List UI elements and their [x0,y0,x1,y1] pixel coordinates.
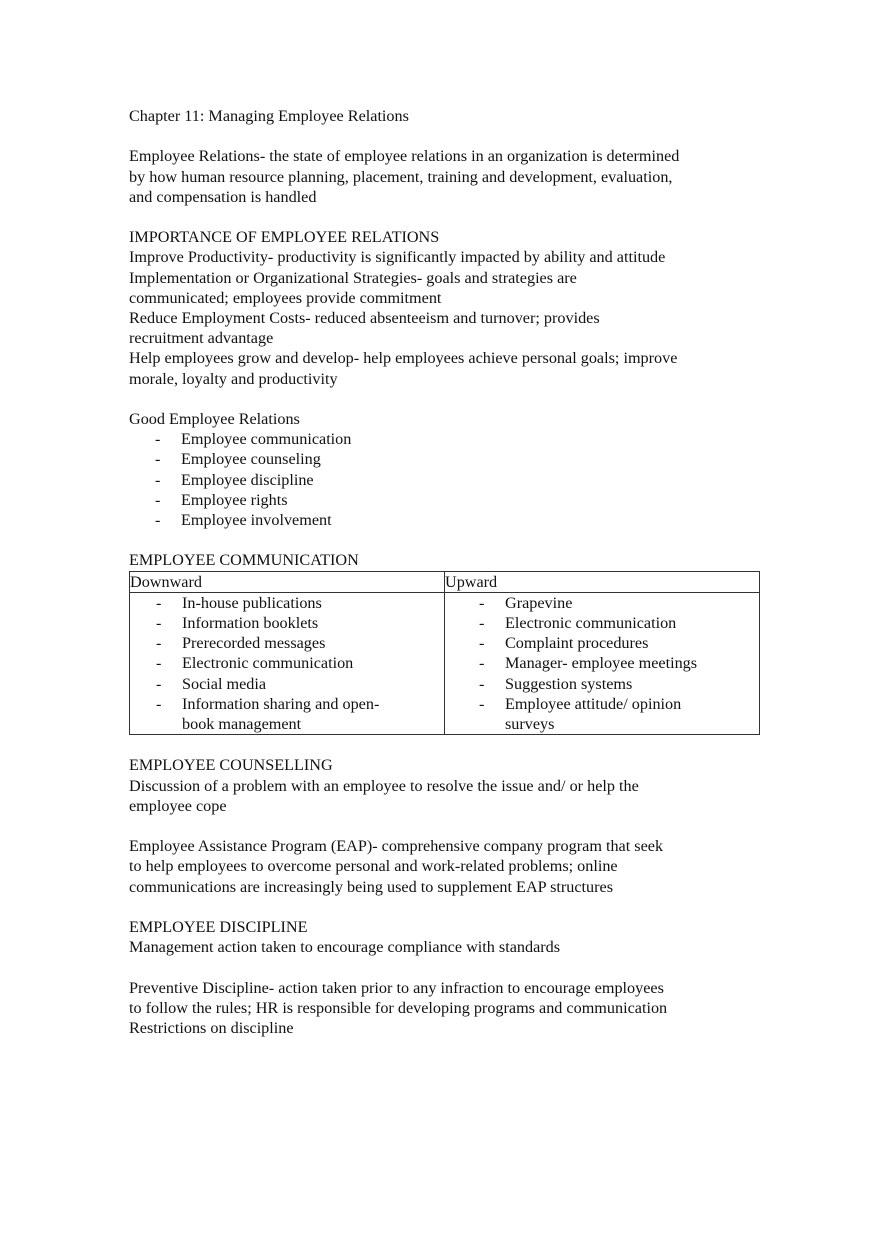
importance-line: Help employees grow and develop- help employees achieve personal goals; improve [129,349,678,368]
preventive-line: to follow the rules; HR is responsible for developing programs and communication [129,998,668,1017]
list-item [129,510,769,530]
counselling-section [129,755,769,896]
list-item-text: Employee rights [181,490,288,509]
importance-line: recruitment advantage [129,329,274,348]
list-item [130,593,444,613]
list-item-text: Employee counseling [181,450,321,469]
preventive-line: Restrictions on discipline [129,1019,294,1038]
list-item-text: Employee involvement [181,511,332,530]
intro-line: and compensation is handled [129,187,317,206]
list-item-text: surveys [505,715,555,734]
dash-bullet: - [155,450,161,469]
list-item [129,490,769,510]
good-relations-heading: Good Employee Relations [129,410,300,428]
document-page [129,106,769,1038]
intro-paragraph [129,146,769,207]
list-item-text: Suggestion systems [505,674,633,693]
dash-bullet: - [479,674,485,693]
list-item [445,653,759,673]
list-item [130,694,444,714]
list-item-text: Electronic communication [182,654,354,673]
spacer [129,126,769,146]
list-item [445,694,759,714]
eap-line: communications are increasingly being used to supplement EAP structures [129,877,614,896]
list-item-text: Prerecorded messages [182,634,326,653]
table-row [130,592,760,734]
list-item [445,613,759,633]
importance-line: Implementation or Organizational Strategies- goals and strategies are [129,268,577,287]
spacer [129,735,769,755]
list-item-text: Manager- employee meetings [505,654,698,673]
list-item [445,674,759,694]
intro-line: by how human resource planning, placement, training and development, evaluation, [129,167,673,186]
list-item-text: book management [182,715,302,734]
dash-bullet: - [479,654,485,673]
upward-cell [445,592,760,734]
list-item-text: Employee attitude/ opinion [505,694,682,713]
downward-list [130,593,444,734]
list-item-continuation [445,714,759,734]
discipline-section [129,917,769,1038]
upward-list [445,593,759,734]
dash-bullet: - [156,634,162,653]
list-item [130,653,444,673]
downward-header: Downward [130,571,445,592]
list-item [129,449,769,469]
list-item-text: Information sharing and open- [182,694,380,713]
dash-bullet: - [479,694,485,713]
spacer [129,897,769,917]
importance-heading: IMPORTANCE OF EMPLOYEE RELATIONS [129,228,440,247]
dash-bullet: - [155,490,161,509]
discipline-line: Management action taken to encourage compliance with standards [129,938,561,957]
eap-line: Employee Assistance Program (EAP)- comprehensive company program that seek [129,837,664,856]
good-relations-list [129,429,769,530]
intro-line: Employee Relations- the state of employee relations in an organization is determined [129,147,680,166]
list-item-text: Grapevine [505,593,573,612]
spacer [129,957,769,977]
list-item [445,593,759,613]
list-item [445,633,759,653]
downward-cell [130,592,445,734]
dash-bullet: - [156,593,162,612]
list-item-text: In-house publications [182,593,322,612]
importance-section [129,227,769,389]
counselling-line: employee cope [129,796,227,815]
importance-line: morale, loyalty and productivity [129,369,338,388]
eap-line: to help employees to overcome personal and work-related problems; online [129,857,618,876]
list-item-text: Complaint procedures [505,634,649,653]
dash-bullet: - [156,614,162,633]
spacer [129,389,769,409]
spacer [129,530,769,550]
communication-heading: EMPLOYEE COMMUNICATION [129,551,359,570]
dash-bullet: - [156,654,162,673]
dash-bullet: - [479,634,485,653]
dash-bullet: - [155,430,161,449]
importance-line: Reduce Employment Costs- reduced absenteeism and turnover; provides [129,309,600,327]
list-item-text: Electronic communication [505,614,677,633]
list-item-text: Information booklets [182,614,319,633]
dash-bullet: - [155,470,161,489]
importance-line: communicated; employees provide commitment [129,288,442,307]
upward-header: Upward [445,571,760,592]
list-item-text: Employee discipline [181,470,314,489]
spacer [129,816,769,836]
list-item [129,429,769,449]
list-item [129,470,769,490]
dash-bullet: - [156,674,162,693]
list-item [130,613,444,633]
dash-bullet: - [479,614,485,633]
list-item-continuation [130,714,444,734]
list-item [130,674,444,694]
communication-section [129,550,769,735]
dash-bullet: - [479,593,485,612]
table-header-row [130,571,760,592]
chapter-title: Chapter 11: Managing Employee Relations [129,107,409,125]
preventive-line: Preventive Discipline- action taken prior to any infraction to encourage employees [129,978,664,997]
good-relations-section [129,409,769,530]
communication-table [129,571,760,736]
list-item-text: Social media [182,674,267,693]
list-item-text: Employee communication [181,430,352,449]
counselling-line: Discussion of a problem with an employee to resolve the issue and/ or help the [129,776,639,795]
dash-bullet: - [155,511,161,530]
importance-line: Improve Productivity- productivity is significantly impacted by ability and attitude [129,248,666,267]
counselling-heading: EMPLOYEE COUNSELLING [129,756,333,775]
dash-bullet: - [156,694,162,713]
list-item [130,633,444,653]
spacer [129,207,769,227]
discipline-heading: EMPLOYEE DISCIPLINE [129,918,308,937]
